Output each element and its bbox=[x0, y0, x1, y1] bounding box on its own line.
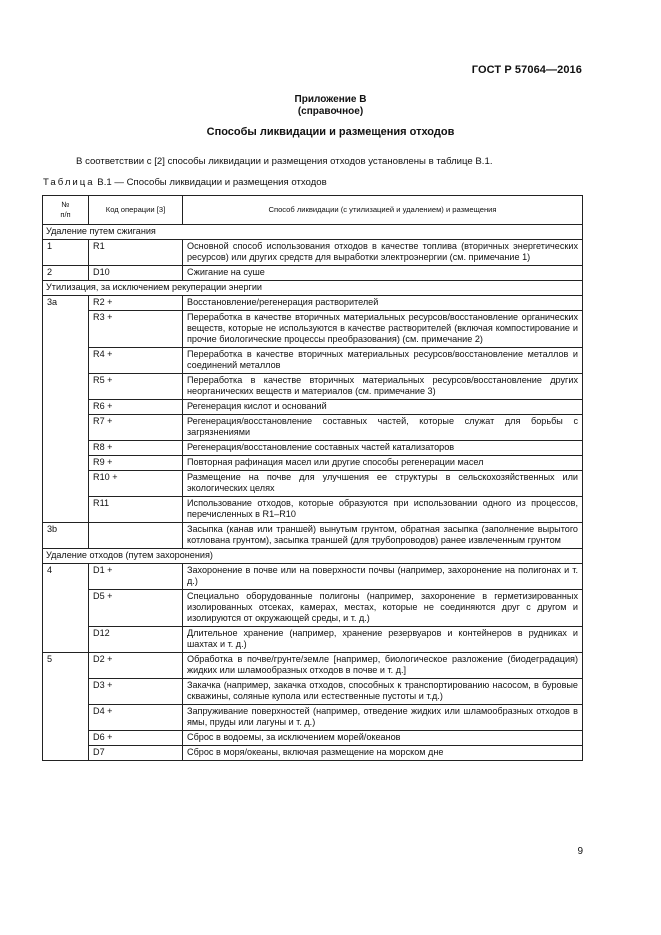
annex-title: Приложение В bbox=[294, 94, 367, 105]
row-num: 3b bbox=[43, 523, 89, 549]
table-row bbox=[43, 296, 583, 311]
section-title: Способы ликвидации и размещения отходов bbox=[206, 126, 455, 138]
row-code: D6 + bbox=[89, 731, 183, 746]
row-desc: Засыпка (канав или траншей) вынутым грунтом, обратная засыпка (заполнение вырытого котлована грунтом), засыпка траншей (для трубопроводов) ранее извлеченным грунтом bbox=[183, 523, 583, 549]
table-caption bbox=[43, 177, 327, 188]
row-desc: Восстановление/регенерация растворителей bbox=[183, 296, 583, 311]
row-desc: Основной способ использования отходов в качестве топлива (вторичных энергетических ресурсов) или других средств для выработки электроэнергии (см. примечание 1) bbox=[183, 240, 583, 266]
col-header-method: Способ ликвидации (с утилизацией и удалением) и размещения bbox=[183, 196, 583, 225]
row-desc: Регенерация/восстановление составных частей катализаторов bbox=[183, 441, 583, 456]
standard-designation: ГОСТ Р 57064—2016 bbox=[471, 64, 582, 76]
row-code: R8 + bbox=[89, 441, 183, 456]
row-code: D12 bbox=[89, 627, 183, 653]
row-desc: Обработка в почве/грунте/земле [например, биологическое разложение (биодеградация) жидких или шламообразных отходов в почве и т. д.] bbox=[183, 653, 583, 679]
row-desc: Регенерация/восстановление составных частей, которые служат для борьбы с загрязнениями bbox=[183, 415, 583, 441]
row-code: R7 + bbox=[89, 415, 183, 441]
row-code bbox=[89, 523, 183, 549]
annex-heading bbox=[0, 94, 661, 118]
disposal-methods-table bbox=[42, 195, 583, 761]
row-code: R1 bbox=[89, 240, 183, 266]
table-row bbox=[43, 456, 583, 471]
row-code: R2 + bbox=[89, 296, 183, 311]
group-recovery: Утилизация, за исключением рекуперации энергии bbox=[43, 281, 583, 296]
table-row bbox=[43, 240, 583, 266]
row-num: 2 bbox=[43, 266, 89, 281]
row-desc: Переработка в качестве вторичных материальных ресурсов/восстановление металлов и соединений металлов bbox=[183, 348, 583, 374]
row-code: D10 bbox=[89, 266, 183, 281]
table-row bbox=[43, 441, 583, 456]
row-desc: Длительное хранение (например, хранение резервуаров и контейнеров в рудниках и шахтах и т. д.) bbox=[183, 627, 583, 653]
row-num: 3а bbox=[43, 296, 89, 523]
page-number: 9 bbox=[577, 846, 583, 857]
row-desc: Сброс в моря/океаны, включая размещение на морском дне bbox=[183, 746, 583, 761]
row-desc: Регенерация кислот и оснований bbox=[183, 400, 583, 415]
row-desc: Сжигание на суше bbox=[183, 266, 583, 281]
row-desc: Специально оборудованные полигоны (например, захоронение в герметизированных изолированных отсеках, камерах, местах, которые не соединяются друг с другом и изолируются от окружающей среды, и т. д.) bbox=[183, 590, 583, 627]
table-row bbox=[43, 523, 583, 549]
group-row bbox=[43, 281, 583, 296]
table-row bbox=[43, 497, 583, 523]
row-num: 5 bbox=[43, 653, 89, 761]
row-desc: Сброс в водоемы, за исключением морей/океанов bbox=[183, 731, 583, 746]
table-row bbox=[43, 311, 583, 348]
table-row bbox=[43, 400, 583, 415]
row-code: D4 + bbox=[89, 705, 183, 731]
row-code: D2 + bbox=[89, 653, 183, 679]
row-desc: Размещение на почве для улучшения ее структуры в сельскохозяйственных или экологических целях bbox=[183, 471, 583, 497]
table-row bbox=[43, 348, 583, 374]
group-incineration: Удаление путем сжигания bbox=[43, 225, 583, 240]
table-row bbox=[43, 627, 583, 653]
row-desc: Переработка в качестве вторичных материальных ресурсов/восстановление органических веществ, которые не используются в качестве растворителей (включая компостирование и прочие биологические процессы преобразования) (см. примечание 2) bbox=[183, 311, 583, 348]
table-row bbox=[43, 731, 583, 746]
table-row bbox=[43, 746, 583, 761]
row-code: R3 + bbox=[89, 311, 183, 348]
col-header-num: № п/п bbox=[43, 196, 89, 225]
row-desc: Повторная рафинация масел или другие способы регенерации масел bbox=[183, 456, 583, 471]
col-header-code: Код операции [3] bbox=[89, 196, 183, 225]
group-row bbox=[43, 225, 583, 240]
row-desc: Переработка в качестве вторичных материальных ресурсов/восстановление других неорганических веществ и материалов (см. примечание 3) bbox=[183, 374, 583, 400]
table-row bbox=[43, 679, 583, 705]
row-desc: Захоронение в почве или на поверхности почвы (например, захоронение на полигонах и т. д.) bbox=[183, 564, 583, 590]
row-code: D7 bbox=[89, 746, 183, 761]
row-desc: Использование отходов, которые образуются при использовании одного из процессов, перечисленных в R1–R10 bbox=[183, 497, 583, 523]
row-desc: Закачка (например, закачка отходов, способных к транспортированию насосом, в буровые скважины, соляные купола или естественные пустоты и т.д.) bbox=[183, 679, 583, 705]
table-row bbox=[43, 471, 583, 497]
table-row bbox=[43, 653, 583, 679]
table-row bbox=[43, 266, 583, 281]
row-code: R6 + bbox=[89, 400, 183, 415]
table-row bbox=[43, 705, 583, 731]
table-caption-label: Таблица bbox=[43, 177, 95, 188]
row-desc: Запруживание поверхностей (например, отведение жидких или шламообразных отходов в ямы, пруды или лагуны и т. д.) bbox=[183, 705, 583, 731]
table-row bbox=[43, 590, 583, 627]
group-row bbox=[43, 549, 583, 564]
table-row bbox=[43, 564, 583, 590]
table-caption-text: В.1 — Способы ликвидации и размещения отходов bbox=[94, 177, 327, 188]
row-code: D1 + bbox=[89, 564, 183, 590]
row-code: R5 + bbox=[89, 374, 183, 400]
annex-note: (справочное) bbox=[297, 106, 364, 117]
row-code: R11 bbox=[89, 497, 183, 523]
table-row bbox=[43, 415, 583, 441]
intro-paragraph: В соответствии с [2] способы ликвидации и размещения отходов установлены в таблице В.1. bbox=[76, 156, 493, 167]
group-landfill: Удаление отходов (путем захоронения) bbox=[43, 549, 583, 564]
table-row bbox=[43, 374, 583, 400]
row-code: R10 + bbox=[89, 471, 183, 497]
row-code: D5 + bbox=[89, 590, 183, 627]
row-code: D3 + bbox=[89, 679, 183, 705]
table-header-row bbox=[43, 196, 583, 225]
row-num: 1 bbox=[43, 240, 89, 266]
row-code: R4 + bbox=[89, 348, 183, 374]
row-code: R9 + bbox=[89, 456, 183, 471]
row-num: 4 bbox=[43, 564, 89, 653]
